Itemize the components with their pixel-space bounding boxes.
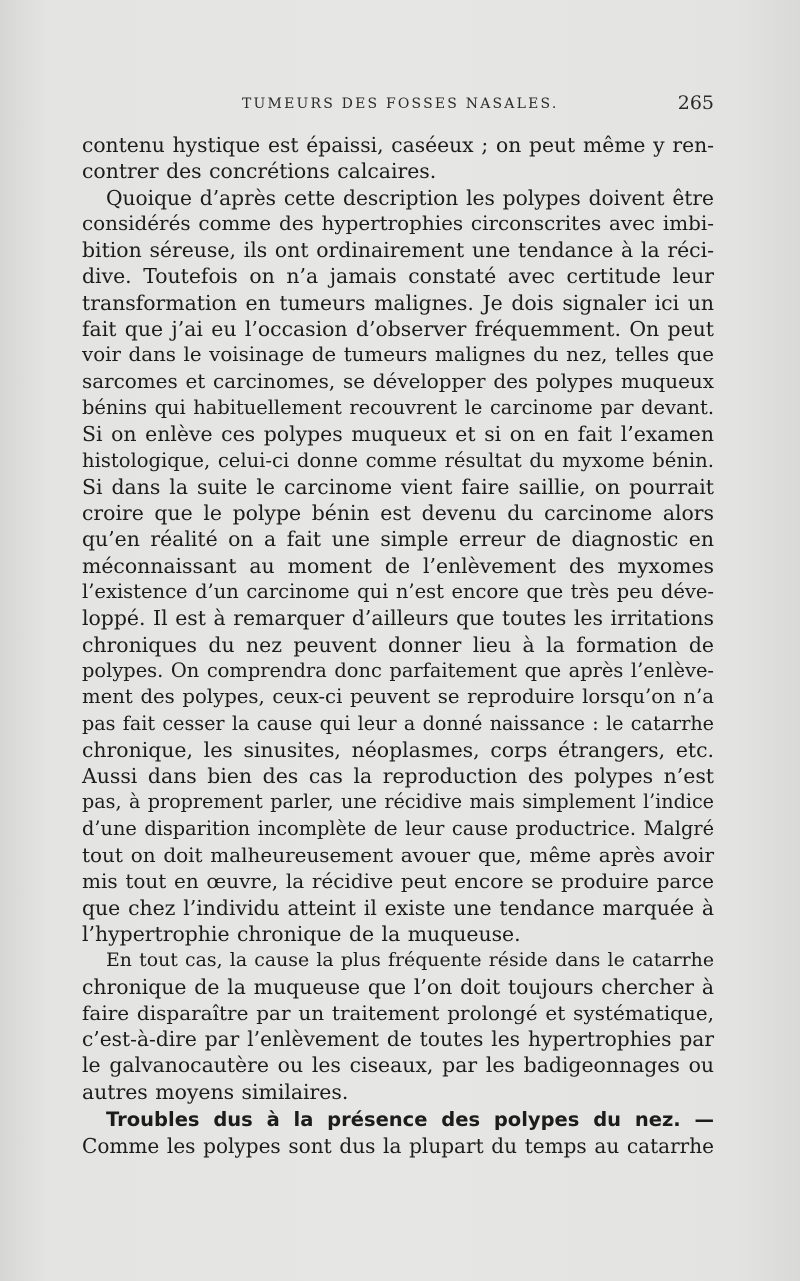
text-line: chronique de la muqueuse que l’on doit toujours chercher à — [82, 974, 714, 999]
text-line: mis tout en œuvre, la récidive peut encore se produire parce — [82, 869, 714, 894]
text-line: que chez l’individu atteint il existe une tendance marquée à — [82, 895, 714, 920]
text-line: bénins qui habituellement recouvrent le carcinome par devant. — [82, 395, 714, 419]
text-line: contenu hystique est épaissi, caséeux ; on peut même y ren- — [82, 133, 714, 157]
text-line: tout on doit malheureusement avouer que, même après avoir — [82, 843, 714, 868]
page-header — [82, 92, 714, 118]
paragraph-1 — [82, 132, 714, 185]
text-line: sarcomes et carcinomes, se développer des polypes muqueux — [82, 369, 714, 393]
text-line: polypes. On comprendra donc parfaitement que après l’enlève- — [82, 658, 714, 682]
paragraph-2 — [82, 185, 714, 948]
text-line: voir dans le voisinage de tumeurs malignes du nez, telles que — [82, 343, 714, 367]
text-line: Quoique d’après cette description les polypes doivent être — [106, 185, 714, 210]
paragraph-3 — [82, 947, 714, 1105]
text-line: contrer des concrétions calcaires. — [82, 159, 437, 184]
text-line: faire disparaître par un traitement prolongé et systématique, — [82, 1000, 714, 1025]
text-line: l’hypertrophie chronique de la muqueuse. — [82, 921, 521, 946]
text-line: c’est-à-dire par l’enlèvement de toutes les hypertrophies par — [82, 1027, 714, 1052]
text-line: chronique, les sinusites, néoplasmes, corps étrangers, etc. — [82, 737, 714, 762]
text-line: Aussi dans bien des cas la reproduction des polypes n’est — [82, 764, 714, 789]
running-title: TUMEURS DES FOSSES NASALES. — [242, 96, 559, 112]
text-line: qu’en réalité on a fait une simple erreur de diagnostic en — [82, 527, 714, 552]
text-line: méconnaissant au moment de l’enlèvement des myxomes — [82, 553, 714, 578]
text-line: fait que j’ai eu l’occasion d’observer fréquemment. On peut — [82, 317, 714, 342]
text-line: chroniques du nez peuvent donner lieu à la formation de — [82, 632, 714, 657]
text-line: Si on enlève ces polypes muqueux et si on en fait l’examen — [82, 422, 714, 447]
text-line: considérés comme des hypertrophies circonscrites avec imbi- — [82, 211, 714, 235]
text-line: Comme les polypes sont dus la plupart du temps au catarrhe — [82, 1134, 714, 1159]
page-number: 265 — [677, 92, 714, 114]
text-line: croire que le polype bénin est devenu du carcinome alors — [82, 501, 714, 526]
text-line: pas fait cesser la cause qui leur a donné naissance : le catarrhe — [82, 711, 714, 735]
text-line: bition séreuse, ils ont ordinairement une tendance à la réci- — [82, 238, 714, 263]
section-paragraph — [82, 1107, 714, 1160]
text-line: pas, à proprement parler, une récidive mais simplement l’indice — [82, 790, 714, 814]
text-line: histologique, celui-ci donne comme résultat du myxome bénin. — [82, 448, 714, 472]
text-line: En tout cas, la cause la plus fréquente réside dans le catarrhe — [106, 949, 714, 972]
text-line: le galvanocautère ou les ciseaux, par les badigeonnages ou — [82, 1053, 714, 1078]
text-line: l’existence d’un carcinome qui n’est encore que très peu déve- — [82, 580, 714, 604]
text-line: Si dans la suite le carcinome vient faire saillie, on pourrait — [82, 474, 714, 499]
page-body — [82, 132, 714, 1160]
text-line: d’une disparition incomplète de leur cause productrice. Malgré — [82, 816, 714, 840]
text-line: loppé. Il est à remarquer d’ailleurs que toutes les irritations — [82, 606, 714, 631]
text-line: dive. Toutefois on n’a jamais constaté avec certitude leur — [82, 264, 714, 289]
text-line: ment des polypes, ceux-ci peuvent se reproduire lorsqu’on n’a — [82, 685, 714, 709]
section-heading: Troubles dus à la présence des polypes du nez. — — [106, 1107, 714, 1131]
text-line: autres moyens similaires. — [82, 1079, 349, 1104]
text-line: transformation en tumeurs malignes. Je dois signaler ici un — [82, 290, 714, 315]
